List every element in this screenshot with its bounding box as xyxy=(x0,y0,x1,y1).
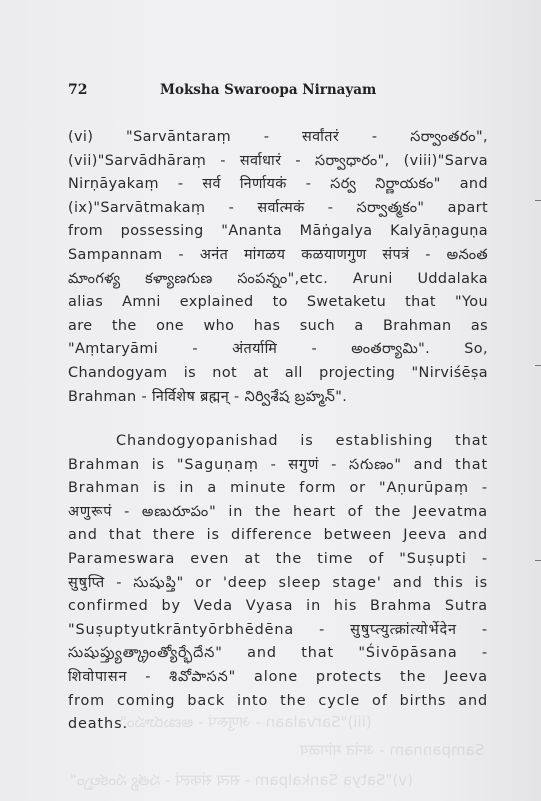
page-header xyxy=(68,82,481,106)
text-line: deaths. xyxy=(68,716,128,733)
text-line: शिवोपासन - శివోపాసన" alone protects the Jeeva xyxy=(68,668,488,685)
paragraph-2 xyxy=(68,430,488,737)
bleed-through-text: Sampannam - अनंत मांगळय xyxy=(300,741,485,759)
text-line: Brahman - निर्विशेष ब्रह्मन् - నిర్విశేష బ్రహ్మన్". xyxy=(68,388,348,405)
text-line: confirmed by Veda Vyasa in his Brahma Sutra xyxy=(68,598,488,615)
text-line: Chandogyopanishad is establishing that xyxy=(116,433,488,449)
text-line: Sampannam - अनंत मांगळय कळयाणगुण संपत्रं - అనంత xyxy=(68,246,488,263)
text-line: సుషుప్త్యుత్క్రాంత్యోర్భేదేన" and that "Śivōpāsana - xyxy=(68,645,488,662)
bleed-through-text: (iii)"Sarvalaan - अणुरूपं - అణురూపం" xyxy=(120,713,372,731)
text-line: (vii)"Sarvādhāraṃ - सर्वाधारं - సర్వాధారం", (viii)"Sarva xyxy=(68,152,488,169)
paragraph-1 xyxy=(68,126,488,409)
bleed-through-text: (v)"Satya Sankalpam - सत्य संकल्पं - సత్య సంకల్పం" xyxy=(70,771,414,789)
edge-mark xyxy=(535,560,541,561)
text-line: सुषुप्ति - సుషుప్తి" or 'deep sleep stage' and this is xyxy=(68,574,488,591)
text-line: (ix)"Sarvātmakaṃ - सर्वात्मकं - సర్వాత్మకం" apart xyxy=(68,199,488,216)
text-line: Brahman is in a minute form or "Aṇurūpaṃ - xyxy=(68,480,488,497)
page-number: 72 xyxy=(68,82,88,98)
text-line: Parameswara even at the time of "Suṣupti - xyxy=(68,550,488,567)
edge-mark xyxy=(535,365,541,366)
text-line: Chandogyam is not at all projecting "Nirviśēṣa xyxy=(68,364,488,381)
text-line: Brahman is "Saguṇaṃ - सगुणं - సగుణం" and that xyxy=(68,456,488,473)
running-title: Moksha Swaroopa Nirnayam xyxy=(160,82,377,98)
text-line: "Suṣuptyutkrāntyōrbhēdēna - सुषुप्त्युत्क्रांत्योर्भेदेन - xyxy=(68,621,488,638)
text-line: from possessing "Ananta Māṅgalya Kalyāṇaguṇa xyxy=(68,223,488,240)
text-line: మాంగళ్య కళ్యాణగుణ సంపన్నం",etc. Aruni Uddalaka xyxy=(68,270,488,287)
text-line: alias Amni explained to Swetaketu that "You xyxy=(68,294,488,311)
text-line: अणुरूपं - అణురూపం" in the heart of the Jeevatma xyxy=(68,503,488,520)
text-line: Nirṇāyakaṃ - सर्व निर्णायकं - సర్వ నిర్ణాయకం" and xyxy=(68,176,488,193)
text-line: from coming back into the cycle of births and xyxy=(68,692,488,709)
text-line: "Aṃtaryāmi - अंतर्यामि - అంతర్యామి". So, xyxy=(68,341,488,358)
text-line: and that there is difference between Jeeva and xyxy=(68,527,488,544)
text-line: are the one who has such a Brahman as xyxy=(68,317,488,334)
text-line: (vi) "Sarvāntaraṃ - सर्वांतरं - సర్వాంతరం", xyxy=(68,129,488,145)
edge-mark xyxy=(535,200,541,201)
